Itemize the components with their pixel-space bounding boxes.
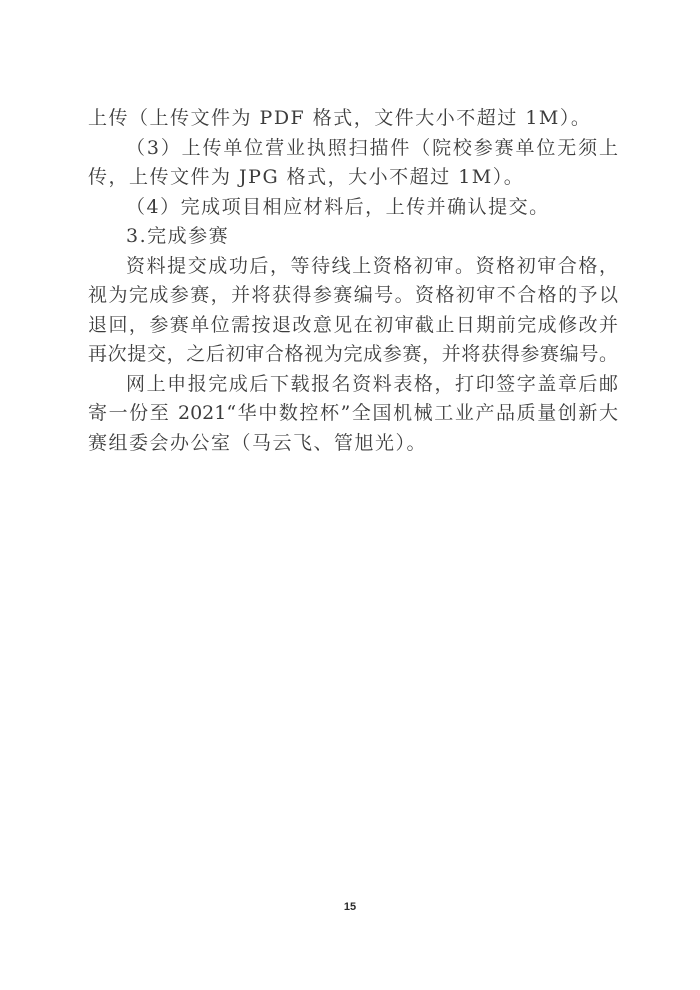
- document-line: 再次提交，之后初审合格视为完成参赛，并将获得参赛编号。: [88, 343, 618, 365]
- document-line: 网上申报完成后下载报名资料表格，打印签字盖章后邮: [126, 372, 618, 395]
- document-line: 赛组委会办公室（马云飞、管旭光）。: [88, 431, 428, 454]
- document-line: 寄一份至 2021“华中数控杯”全国机械工业产品质量创新大: [88, 402, 618, 424]
- document-line: 3.完成参赛: [126, 225, 230, 247]
- page-number: 15: [343, 901, 357, 913]
- document-line: （4）完成项目相应材料后，上传并确认提交。: [126, 195, 550, 218]
- document-text-block: [88, 104, 618, 458]
- document-line: 资料提交成功后，等待线上资格初审。资格初审合格，: [126, 254, 618, 277]
- document-line: （3）上传单位营业执照扫描件（院校参赛单位无须上: [126, 136, 618, 159]
- document-line: 视为完成参赛，并将获得参赛编号。资格初审不合格的予以: [88, 284, 618, 306]
- document-line: 上传（上传文件为 PDF 格式，文件大小不超过 1M）。: [88, 107, 592, 129]
- document-line: 传，上传文件为 JPG 格式，大小不超过 1M）。: [88, 166, 525, 188]
- document-line: 退回，参赛单位需按退改意见在初审截止日期前完成修改并: [88, 313, 618, 336]
